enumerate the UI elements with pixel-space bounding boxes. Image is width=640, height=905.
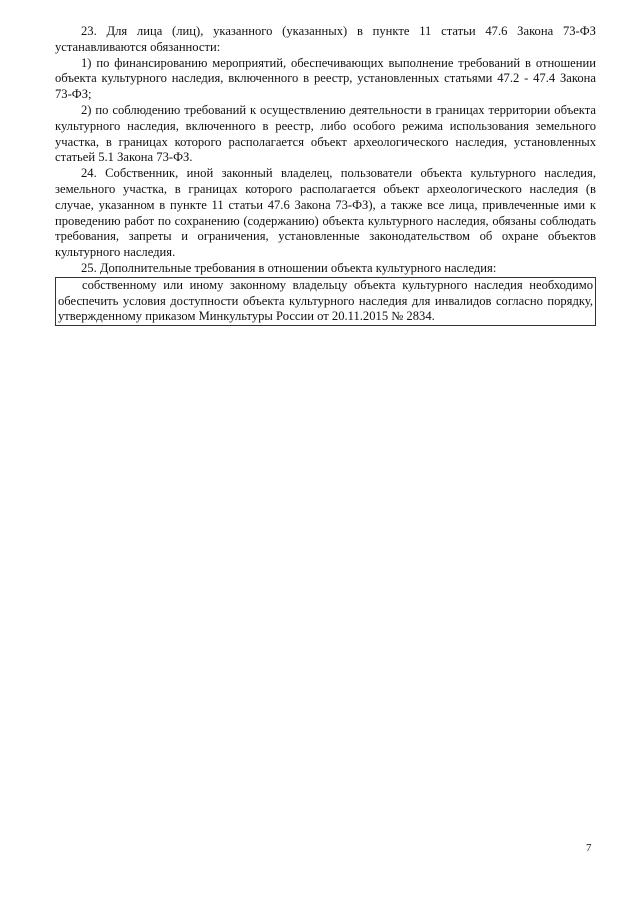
additional-requirements-box (55, 277, 596, 326)
paragraph-23: 23. Для лица (лиц), указанного (указанных) в пункте 11 статьи 47.6 Закона 73-ФЗ устанавливаются обязанности: (55, 24, 596, 54)
paragraph-25: 25. Дополнительные требования в отношении объекта культурного наследия: (81, 260, 497, 275)
paragraph-24: 24. Собственник, иной законный владелец, пользователи объекта культурного наследия, земельного участка, в границах которого располагается объект археологического наследия (в случае, указанном в пункте 11 статьи 47.6 Закона 73-ФЗ), а также все лица, привлеченные ими к проведению работ по сохранению (содержанию) объекта культурного наследия, обязаны соблюдать требования, запреты и ограничения, установленные законодательством об охране объектов культурного наследия. (55, 166, 596, 260)
paragraph-23-item-1: 1) по финансированию мероприятий, обеспечивающих выполнение требований в отношении объекта культурного наследия, включенного в реестр, установленных статьями 47.2 - 47.4 Закона 73-ФЗ; (55, 55, 596, 102)
page-number: 7 (586, 842, 592, 854)
additional-requirements-text: собственному или иному законному владельцу объекта культурного наследия необходимо обеспечить условия доступности объекта культурного наследия для инвалидов согласно порядку, утвержденному приказом Минкультуры России от 20.11.2015 № 2834. (58, 277, 593, 324)
paragraph-23-item-2: 2) по соблюдению требований к осуществлению деятельности в границах территории объекта культурного наследия, включенного в реестр, либо особого режима использования земельного участка, в границах которого располагается объект археологического наследия, установленных статьей 5.1 Закона 73-ФЗ. (55, 102, 596, 165)
document-body (55, 24, 596, 326)
